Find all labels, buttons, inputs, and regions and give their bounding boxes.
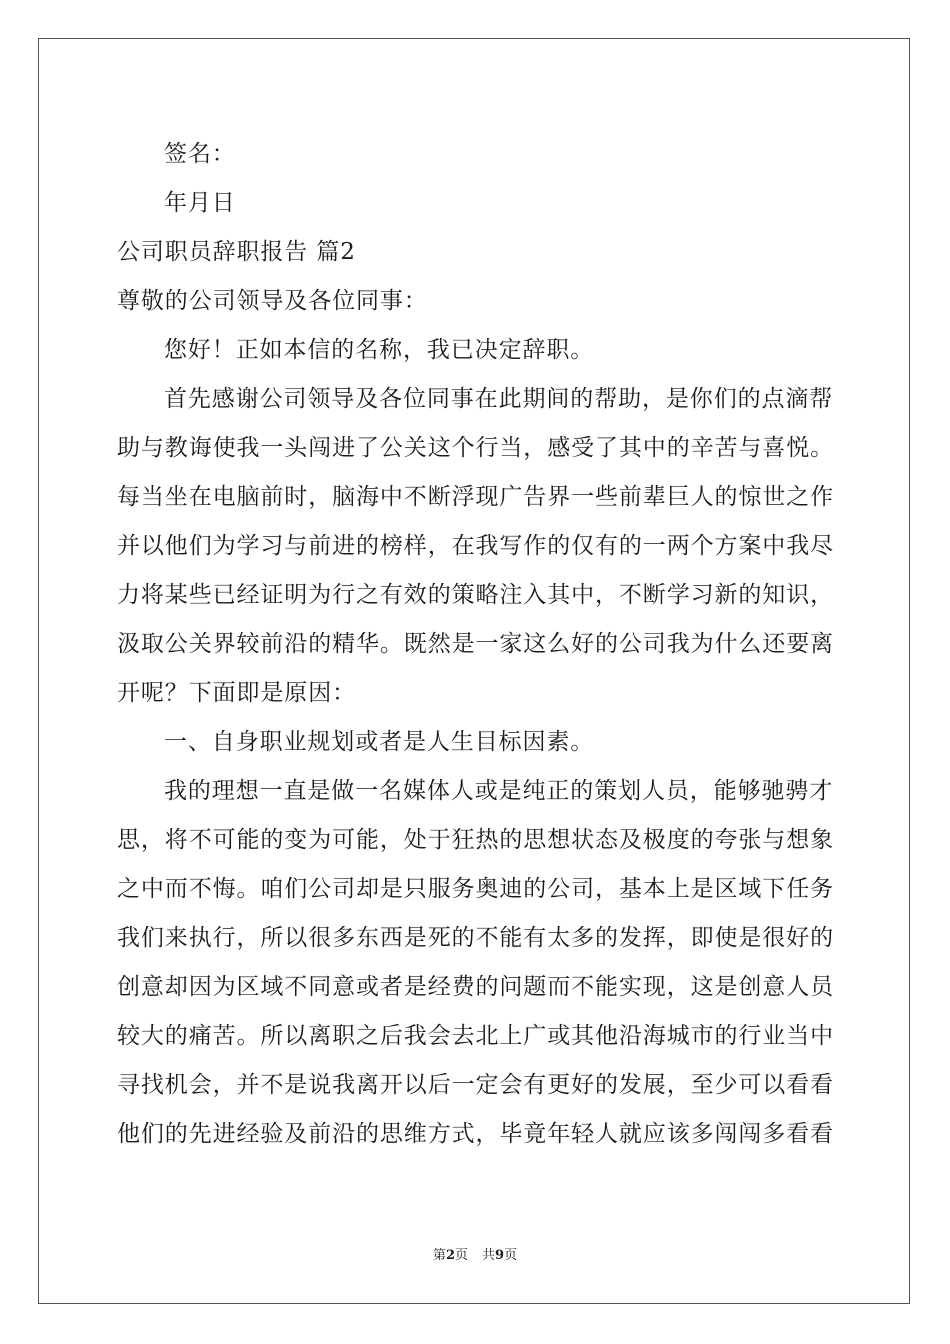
body-line: 首先感谢公司领导及各位同事在此期间的帮助，是你们的点滴帮: [164, 386, 834, 412]
body-line: 寻找机会，并不是说我离开以后一定会有更好的发展，至少可以看看: [117, 1072, 834, 1098]
body-line: 思，将不可能的变为可能，处于狂热的思想状态及极度的夸张与想象: [117, 827, 834, 853]
footer-total-prefix: 共: [482, 1248, 496, 1263]
body-line: 您好！正如本信的名称，我已决定辞职。: [164, 337, 595, 363]
footer-total-suffix: 页: [504, 1248, 518, 1263]
body-line: 每当坐在电脑前时，脑海中不断浮现广告界一些前辈巨人的惊世之作: [117, 484, 834, 510]
body-line: 开呢？下面即是原因：: [117, 680, 356, 706]
footer-page-suffix: 页: [454, 1248, 468, 1263]
current-page-number: 2: [445, 1248, 455, 1263]
body-line: 助与教诲使我一头闯进了公关这个行当，感受了其中的辛苦与喜悦。: [117, 435, 834, 461]
salutation: 尊敬的公司领导及各位同事：: [117, 288, 428, 314]
body-line: 较大的痛苦。所以离职之后我会去北上广或其他沿海城市的行业当中: [117, 1023, 834, 1049]
body-line: 创意却因为区域不同意或者是经费的问题而不能实现，这是创意人员: [117, 974, 834, 1000]
body-line: 之中而不悔。咱们公司却是只服务奥迪的公司，基本上是区域下任务: [117, 876, 834, 902]
body-line: 我们来执行，所以很多东西是死的不能有太多的发挥，即使是很好的: [117, 925, 834, 951]
body-line: 一、自身职业规划或者是人生目标因素。: [164, 729, 595, 755]
total-pages-number: 9: [495, 1248, 505, 1263]
body-line: 他们的先进经验及前沿的思维方式，毕竟年轻人就应该多闯闯多看看: [117, 1121, 834, 1147]
body-line: 我的理想一直是做一名媒体人或是纯正的策划人员，能够驰骋才: [164, 778, 834, 804]
document-body: [117, 130, 833, 1159]
body-line: 并以他们为学习与前进的榜样，在我写作的仅有的一两个方案中我尽: [117, 533, 834, 559]
body-line: 汲取公关界较前沿的精华。既然是一家这么好的公司我为什么还要离: [117, 631, 834, 657]
date-line: 年月日: [164, 190, 236, 216]
signature-line: 签名：: [164, 141, 236, 167]
page-footer: [0, 1247, 950, 1265]
section-title: 公司职员辞职报告 篇2: [117, 239, 356, 265]
footer-prefix: 第: [432, 1248, 446, 1263]
body-line: 力将某些已经证明为行之有效的策略注入其中，不断学习新的知识，: [117, 582, 834, 608]
